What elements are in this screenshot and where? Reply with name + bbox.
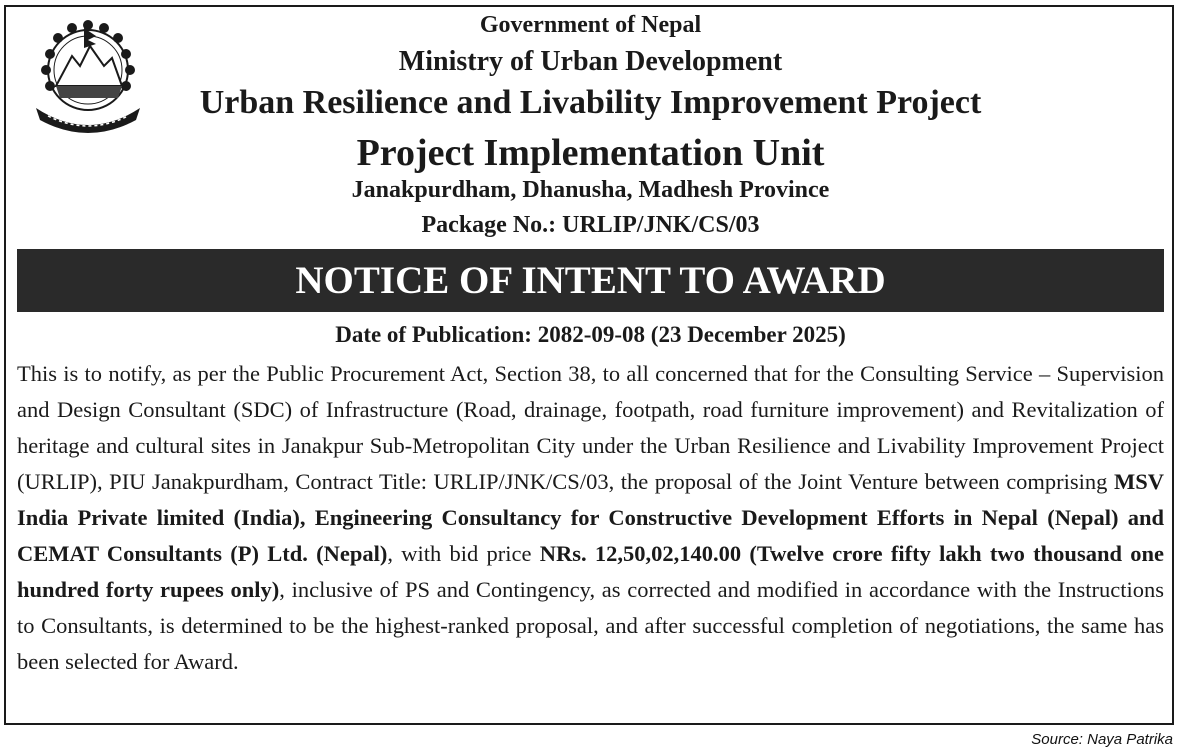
body-price-intro: , with bid price xyxy=(387,541,540,566)
bid-price: NRs. 12,50,02,140.00 (Twelve crore fifty lakh two thousand one hundred forty rupees only) xyxy=(17,541,1164,602)
project-name: Urban Resilience and Livability Improvement Project xyxy=(199,84,982,121)
source-credit: Source: Naya Patrika xyxy=(1031,731,1173,748)
package-number: Package No.: URLIP/JNK/CS/03 xyxy=(421,212,760,238)
unit-name: Project Implementation Unit xyxy=(356,132,825,174)
notice-body xyxy=(17,356,1164,680)
body-conclusion-text: , inclusive of PS and Contingency, as corrected and modified in accordance with the Instructions to Consultants, is determined to be the highest-ranked proposal, and after successful completion of negotiations, the same has been selected for Award. xyxy=(17,577,1165,674)
body-intro-text: This is to notify, as per the Public Procurement Act, Section 38, to all concerned that for the Consulting Service – Supervision and Design Consultant (SDC) of Infrastructure (Road, drainage, footpath, road furniture improvement) and Revitalization of heritage and cultural sites in Janakpur Sub-Metropolitan City under the Urban Resilience and Livability Improvement Project (URLIP), PIU Janakpurdham, Contract Title: URLIP/JNK/CS/03, the proposal of the Joint Venture between comprising xyxy=(17,361,1164,494)
awarded-firms: MSV India Private limited (India), Engineering Consultancy for Constructive Development Efforts in Nepal (Nepal) and CEMAT Consultants (P) Ltd. (Nepal) xyxy=(17,469,1164,566)
publication-date: Date of Publication: 2082-09-08 (23 December 2025) xyxy=(335,322,846,347)
government-name: Government of Nepal xyxy=(479,12,702,38)
ministry-name: Ministry of Urban Development xyxy=(398,46,783,77)
location-line: Janakpurdham, Dhanusha, Madhesh Province xyxy=(351,177,830,203)
notice-title-banner: NOTICE OF INTENT TO AWARD xyxy=(17,249,1164,312)
